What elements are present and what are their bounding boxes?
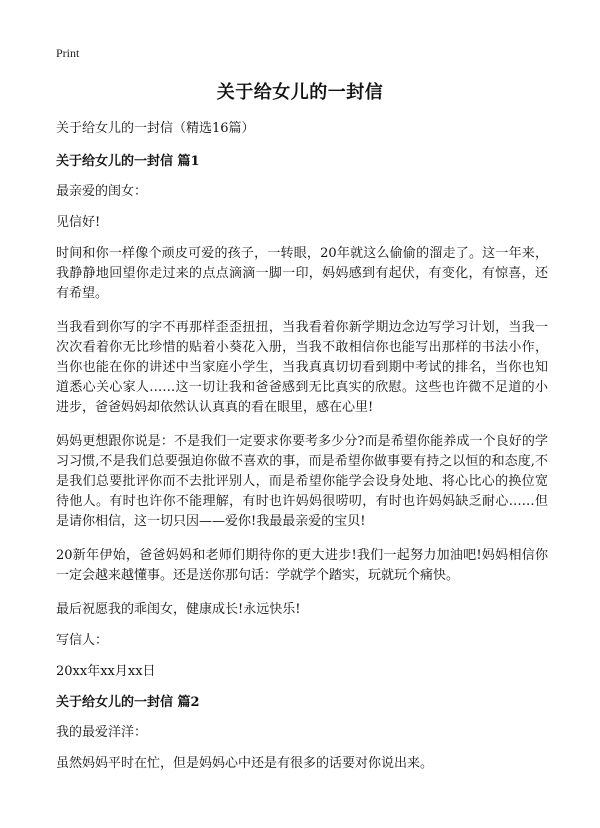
body-paragraph: 时间和你一样像个顽皮可爱的孩子，一转眼，20年就这么偷偷的溜走了。这一年来，我静静地回望你走过来的点点滴滴一脚一印，妈妈感到有起伏，有变化，有惊喜，还有希望。	[56, 246, 548, 301]
page-title: 关于给女儿的一封信	[216, 82, 384, 103]
section-heading-1: 关于给女儿的一封信 篇1	[56, 154, 200, 169]
body-paragraph: 当我看到你写的字不再那样歪歪扭扭，当我看着你新学期边念边写学习计划，当我一次次看着你无比珍惜的贴着小葵花入册，当我不敢相信你也能写出那样的书法小作，当你也能在你的讲述中当家庭小学生，当我真真切切看到期中考试的排名，当你也知道悉心关心家人……这一切让我和爸爸感到无比真实的欣慰。这些也许微不足道的小进步，爸爸妈妈却依然认认真真的看在眼里，感在心里!	[56, 320, 548, 415]
body-paragraph: 虽然妈妈平时在忙，但是妈妈心中还是有很多的话要对你说出来。	[56, 756, 434, 771]
salutation: 我的最爱洋洋：	[56, 725, 148, 740]
greeting: 见信好!	[56, 215, 101, 230]
signature-label: 写信人：	[56, 633, 109, 648]
closing-wish: 最后祝愿我的乖闺女，健康成长!永远快乐!	[56, 602, 301, 617]
print-label: Print	[56, 46, 80, 60]
document-subtitle: 关于给女儿的一封信（精选16篇）	[56, 121, 255, 136]
salutation: 最亲爱的闺女：	[56, 184, 148, 199]
body-paragraph: 妈妈更想跟你说是：不是我们一定要求你要考多少分?而是希望你能养成一个良好的学习习惯,不是我们总要强迫你做不喜欢的事，而是希望你做事要有持之以恒的和态度,不是我们总要批评你而不去批评别人，而是希望你能学会设身处地、将心比心的换位宽待他人。有时也许你不能理解，有时也许妈妈很唠叨，有时也许妈妈缺乏耐心……但是请你相信，这一切只因——爱你!我最最亲爱的宝贝!	[56, 434, 548, 529]
section-heading-2: 关于给女儿的一封信 篇2	[56, 695, 200, 710]
document-body	[56, 119, 548, 785]
body-paragraph: 20新年伊始，爸爸妈妈和老师们期待你的更大进步!我们一起努力加油吧!妈妈相信你一定会越来越懂事。还是送你那句话：学就学个踏实，玩就玩个痛快。	[56, 548, 548, 583]
letter-date: 20xx年xx月xx日	[56, 664, 156, 679]
